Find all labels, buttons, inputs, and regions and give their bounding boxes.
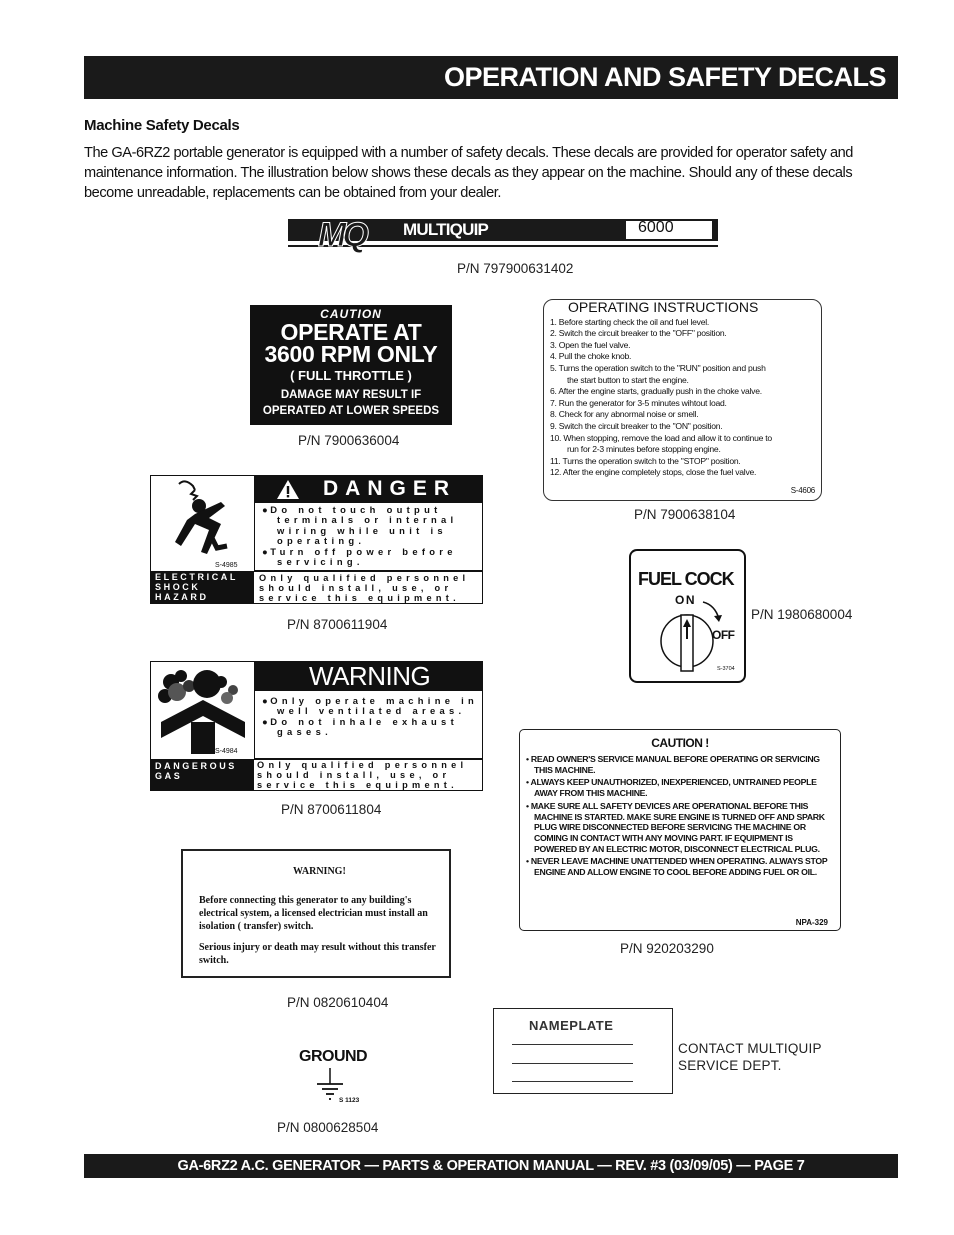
- page-footer: [84, 1154, 898, 1178]
- valve-knob-icon: [659, 609, 715, 675]
- rpm-line5: OPERATED AT LOWER SPEEDS: [262, 405, 440, 417]
- danger-code: S-4985: [215, 562, 238, 569]
- instruction-step: 3. Open the fuel valve.: [550, 339, 631, 350]
- caution-list-pn: P/N 920203290: [620, 941, 714, 956]
- caution-item-text: MAKE SURE ALL SAFETY DEVICES ARE OPERATIONAL BEFORE THIS MACHINE IS STARTED. MAKE SURE ENGINE IS TURNED OFF AND SPARK PLUG WIRE DISCONNECTED BEFORE SERVICING THE MACHINE OR COMING IN CONTACT WITH ANY MOVING PART. IF EQUIPMENT IS POWERED BY AN ELECTRIC MOTOR, DISCONNECT ELECTRICAL PLUG.: [530, 800, 825, 854]
- warning-hazard-label: DANGEROUS GAS: [151, 759, 254, 790]
- instruction-step-cont: the start button to start the engine.: [567, 374, 689, 385]
- fuel-off-label: OFF: [712, 628, 735, 642]
- nameplate-title: NAMEPLATE: [529, 1018, 614, 1033]
- instruction-step-cont: run for 2-3 minutes before stopping engine.: [567, 444, 721, 455]
- ground-code: S 1123: [339, 1097, 360, 1104]
- warning-pn: P/N 8700611804: [281, 802, 382, 817]
- nameplate-line: [512, 1044, 633, 1045]
- instruction-step: 10. When stopping, remove the load and allow it to continue to: [550, 432, 772, 443]
- instruction-step: 5. Turns the operation switch to the "RUN" position and push: [550, 362, 766, 373]
- rpm-line4: DAMAGE MAY RESULT IF: [280, 389, 422, 401]
- instructions-title: OPERATING INSTRUCTIONS: [568, 299, 759, 315]
- caution-list: [526, 754, 830, 880]
- rpm-caution-label: CAUTION: [320, 307, 382, 321]
- ground-title: GROUND: [299, 1048, 368, 1065]
- gen-warning-title: WARNING!: [293, 866, 346, 877]
- contact-note: [678, 1040, 822, 1074]
- fuel-cock-title: FUEL COCK: [638, 569, 734, 589]
- danger-hazard-label: ELECTRICAL SHOCK HAZARD: [151, 571, 254, 603]
- list-item: • ALWAYS KEEP UNAUTHORIZED, INEXPERIENCED, UNTRAINED PEOPLE AWAY FROM THIS MACHINE.: [526, 777, 817, 799]
- instruction-step: 12. After the engine completely stops, close the fuel valve.: [550, 467, 757, 478]
- operating-instructions-decal: [543, 299, 822, 501]
- mq-logo: MQ: [318, 216, 365, 254]
- fuel-cock-decal: [629, 549, 746, 683]
- fuel-cock-pn: P/N 1980680004: [751, 607, 853, 622]
- warning-triangle-icon: [276, 479, 300, 500]
- fuel-on-label: ON: [675, 593, 696, 607]
- rpm-pn: P/N 7900636004: [298, 433, 400, 448]
- multiquip-pn: P/N 797900631402: [457, 261, 574, 276]
- danger-body: ● Do not touch output terminals or internal wiring while unit is operating. ● Turn off power before servicing.: [262, 504, 458, 568]
- nameplate-decal: [493, 1008, 673, 1094]
- list-item: • MAKE SURE ALL SAFETY DEVICES ARE OPERATIONAL BEFORE THIS MACHINE IS STARTED. MAKE SURE ENGINE IS TURNED OFF AND SPARK PLUG WIRE DISCONNECTED BEFORE SERVICING THE MACHINE OR COMING IN CONTACT WITH ANY MOVING PART. IF EQUIPMENT IS POWERED BY AN ELECTRIC MOTOR, DISCONNECT ELECTRICAL PLUG.: [526, 800, 825, 854]
- page-title: [84, 56, 898, 99]
- warning-body: ● Only operate machine in well ventilated areas. ● Do not inhale exhaust gases.: [262, 695, 479, 738]
- gen-warning-para2: Serious injury or death may result without this transfer switch.: [199, 942, 436, 966]
- warning-bullet-1: Only operate machine in well ventilated areas.: [270, 695, 479, 717]
- warning-footer: Only qualified personnel should install, use, or service this equipment.: [257, 760, 468, 790]
- rpm-line2: 3600 RPM ONLY: [264, 341, 438, 367]
- caution-item-text: READ OWNER'S SERVICE MANUAL BEFORE OPERATING OR SERVICING THIS MACHINE.: [530, 754, 820, 775]
- intro-paragraph: The GA-6RZ2 portable generator is equipped with a number of safety decals. These decals are provided for operator safety and maintenance information. The illustration below shows these decals as they appear on the machine. Should any of these decals become unreadable, replacements can be obtained from your dealer.: [84, 145, 853, 201]
- rpm-caution-decal: [250, 305, 452, 425]
- caution-list-decal: [519, 729, 841, 931]
- list-item: • READ OWNER'S SERVICE MANUAL BEFORE OPERATING OR SERVICING THIS MACHINE.: [526, 754, 820, 775]
- rpm-line1: OPERATE AT: [280, 319, 422, 345]
- instruction-step: 2. Switch the circuit breaker to the "OFF" position.: [550, 328, 727, 339]
- instructions-code: S-4606: [790, 486, 815, 496]
- gen-warning-para1: Before connecting this generator to any building's electrical system, a licensed electrician must install an isolation ( transfer) switch.: [199, 895, 428, 932]
- instruction-step: 8. Check for any abnormal noise or smell.: [550, 409, 699, 420]
- instruction-step: 9. Switch the circuit breaker to the "ON" position.: [550, 420, 723, 431]
- instruction-step: 4. Pull the choke knob.: [550, 351, 632, 362]
- warning-title: WARNING: [254, 662, 482, 691]
- multiquip-decal: [288, 216, 718, 254]
- danger-title: DANGER: [323, 477, 457, 500]
- contact-line2: SERVICE DEPT.: [678, 1058, 782, 1073]
- danger-bullet-1: Do not touch output terminals or internal wiring while unit is operating.: [270, 504, 458, 547]
- transfer-switch-warning-decal: [181, 849, 451, 978]
- instruction-step: 7. Run the generator for 3-5 minutes wihtout load.: [550, 397, 727, 408]
- multiquip-brand: MULTIQUIP: [403, 220, 489, 239]
- caution-list-code: NPA-329: [795, 918, 828, 927]
- instruction-step: 11. Turns the operation switch to the "STOP" position.: [550, 455, 741, 466]
- caution-list-title: CAUTION !: [651, 736, 709, 750]
- fuel-cock-code: S-3704: [717, 666, 735, 672]
- instruction-step: 1. Before starting check the oil and fuel level.: [550, 316, 710, 327]
- danger-bullet-2: Turn off power before servicing.: [270, 545, 457, 568]
- section-heading: Machine Safety Decals: [84, 117, 240, 134]
- warning-bullet-2: Do not inhale exhaust gases.: [270, 715, 458, 738]
- model-number: 6000: [638, 219, 674, 236]
- page-footer-text: GA-6RZ2 A.C. GENERATOR — PARTS & OPERATION MANUAL — REV. #3 (03/09/05) — PAGE 7: [177, 1158, 805, 1174]
- danger-header: [254, 476, 482, 503]
- ground-pn: P/N 0800628504: [277, 1120, 379, 1135]
- caution-item-text: NEVER LEAVE MACHINE UNATTENDED WHEN OPERATING. ALWAYS STOP ENGINE AND ALLOW ENGINE TO COOL BEFORE ADDING FUEL OR OIL.: [530, 856, 828, 878]
- rpm-line3: ( FULL THROTTLE ): [290, 368, 412, 383]
- toxic-gas-icon: [151, 662, 255, 758]
- page-title-text: OPERATION AND SAFETY DECALS: [443, 62, 886, 92]
- electric-shock-icon: [151, 476, 255, 570]
- danger-pn: P/N 8700611904: [287, 617, 388, 632]
- instructions-pn: P/N 7900638104: [634, 507, 736, 522]
- danger-footer: Only qualified personnel should install, use, or service this equipment.: [259, 573, 470, 603]
- list-item: • NEVER LEAVE MACHINE UNATTENDED WHEN OPERATING. ALWAYS STOP ENGINE AND ALLOW ENGINE TO COOL BEFORE ADDING FUEL OR OIL.: [526, 856, 828, 878]
- nameplate-line: [512, 1081, 633, 1082]
- contact-line1: CONTACT MULTIQUIP: [678, 1041, 822, 1056]
- nameplate-line: [512, 1063, 633, 1064]
- danger-decal: [150, 475, 483, 604]
- gen-warning-pn: P/N 0820610404: [287, 995, 389, 1010]
- caution-item-text: ALWAYS KEEP UNAUTHORIZED, INEXPERIENCED, UNTRAINED PEOPLE AWAY FROM THIS MACHINE.: [530, 777, 817, 799]
- warning-gas-decal: [150, 661, 483, 791]
- warning-code: S-4984: [215, 748, 238, 755]
- danger-footline: [254, 570, 483, 572]
- instruction-step: 6. After the engine starts, gradually push in the choke valve.: [550, 386, 762, 397]
